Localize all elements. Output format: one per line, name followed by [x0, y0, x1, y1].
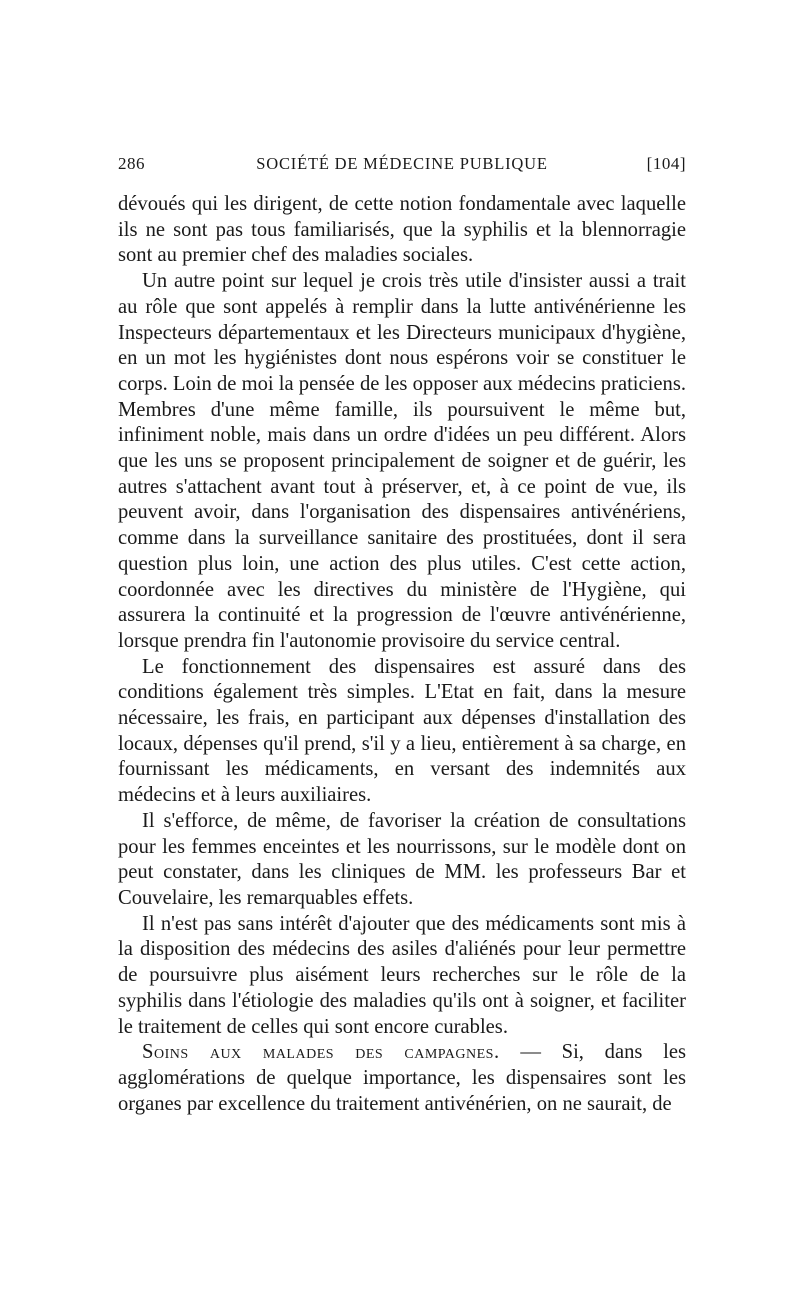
section-heading: Soins aux malades des campagnes.	[142, 1041, 500, 1064]
section-paragraph-text: — Si, dans les agglomérations de quelque importance, les dispensaires sont les organes par excellence du traitement antivénérien, on ne saurait, de	[118, 1041, 686, 1115]
paragraph-4: Il s'efforce, de même, de favoriser la création de consultations pour les femmes enceintes et les nourrissons, sur le modèle dont on peut constater, dans les cliniques de MM. les professeurs Bar et Couvelaire, les remarquables effets.	[118, 809, 686, 909]
reference-number: [104]	[646, 154, 686, 173]
page-number: 286	[118, 154, 145, 173]
paragraph-2: Un autre point sur lequel je crois très utile d'insister aussi a trait au rôle que sont appelés à remplir dans la lutte antivénérienne les Inspecteurs départementaux et les Directeurs municipaux d'hygiène, en un mot les hygiénistes dont nous espérons voir se constituer le corps. Loin de moi la pensée de les opposer aux médecins praticiens. Membres d'une même famille, ils poursuivent le même but, infiniment noble, mais dans un ordre d'idées un peu différent. Alors que les uns se proposent principalement de soigner et de guérir, les autres s'attachent avant tout à préserver, et, à ce point de vue, ils peuvent avoir, dans l'organisation des dispensaires antivénériens, comme dans la surveillance sanitaire des prostituées, dont il sera question plus loin, une action des plus utiles. C'est cette action, coordonnée avec les directives du ministère de l'Hygiène, qui assurera la continuité et la progression de l'œuvre antivénérienne, lorsque prendra fin l'autonomie provisoire du service central.	[118, 270, 686, 652]
paragraph-1: dévoués qui les dirigent, de cette notion fondamentale avec laquelle ils ne sont pas tous familiarisés, que la syphilis et la blennorragie sont au premier chef des maladies sociales.	[118, 193, 686, 267]
paragraph-5: Il n'est pas sans intérêt d'ajouter que des médicaments sont mis à la disposition des médecins des asiles d'aliénés pour leur permettre de poursuivre plus aisément leurs recherches sur le rôle de la syphilis dans l'étiologie des maladies qu'ils ont à soigner, et faciliter le traitement de celles qui sont encore curables.	[118, 912, 686, 1038]
section-paragraph	[118, 1040, 686, 1117]
running-header	[118, 154, 686, 184]
document-page	[118, 154, 686, 1117]
body-text	[118, 192, 686, 1117]
paragraph-3: Le fonctionnement des dispensaires est assuré dans des conditions également très simples. L'Etat en fait, dans la mesure nécessaire, les frais, en participant aux dépenses d'installation des locaux, dépenses qu'il prend, s'il y a lieu, entièrement à sa charge, en fournissant les médicaments, en versant des indemnités aux médecins et à leurs auxiliaires.	[118, 655, 686, 807]
running-title: SOCIÉTÉ DE MÉDECINE PUBLIQUE	[256, 154, 548, 173]
